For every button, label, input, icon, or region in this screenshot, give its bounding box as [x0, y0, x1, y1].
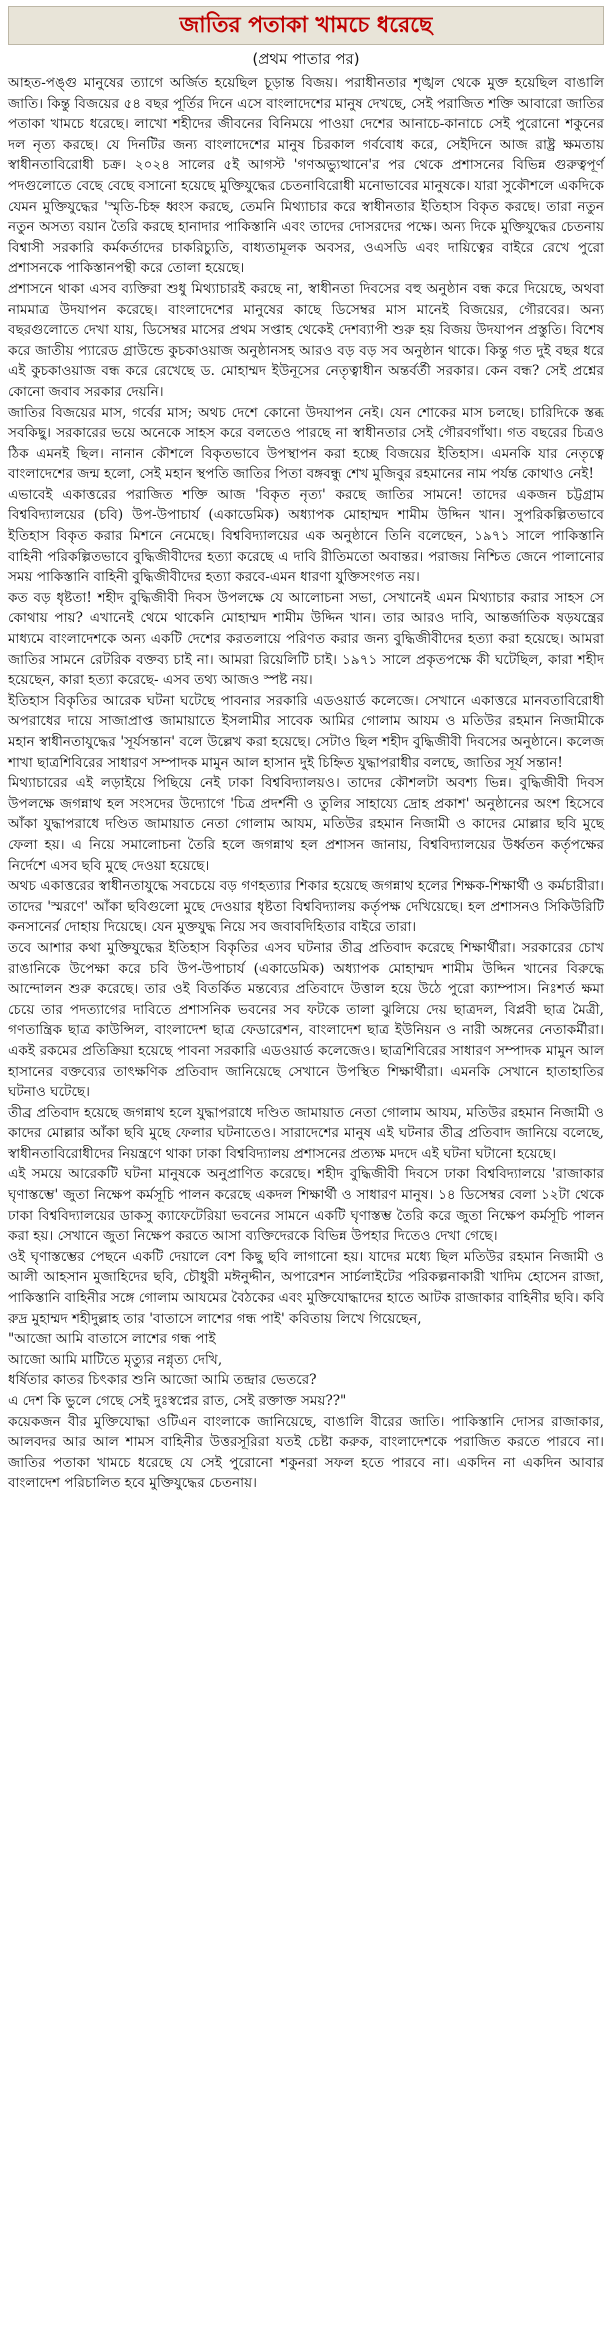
poem-line: এ দেশ কি ভুলে গেছে সেই দুঃস্বপ্নের রাত, সেই রক্তাক্ত সময়??" — [8, 1393, 347, 1409]
article-paragraph: আহত-পঙ্গু মানুষের ত্যাগে অর্জিত হয়েছিল চূড়ান্ত বিজয়। পরাধীনতার শৃঙ্খল থেকে মুক্ত হয়েছিল বাঙালি জাতি। কিন্তু বিজয়ের ৫৪ বছর পূর্তির দিনে এসে বাংলাদেশের মানুষ দেখছে, সেই পরাজিত শক্তি আবারো জাতির পতাকা খামচে ধরেছে। লাখো শহীদের জীবনের বিনিময়ে পাওয়া দেশের আনাচে-কানাচে সেই পুরোনো শকুনের দল নৃত্য করছে। যে দিনটির জন্য বাংলাদেশের মানুষ চিরকাল গর্ববোধ করে, সেইদিনে আজ রাষ্ট্র ক্ষমতায় স্বাধীনতাবিরোধী চক্র। ২০২৪ সালের ৫ই আগস্ট 'গণঅভ্যুত্থানে'র পর থেকে প্রশাসনের বিভিন্ন গুরুত্বপূর্ণ পদগুলোতে বেছে বেছে বসানো হয়েছে মুক্তিযুদ্ধের চেতনাবিরোধী মনোভাবের মানুষকে। যারা সুকৌশলে একদিকে যেমন মুক্তিযুদ্ধের 'স্মৃতি-চিহ্ন ধ্বংস করছে, তেমনি মিথ্যাচার করে স্বাধীনতার ইতিহাস বিকৃত করছে। তারা নতুন নতুন অসত্য বয়ান তৈরি করছে হানাদার পাকিস্তানি এবং তাদের দোসরদের পক্ষে। অন্য দিকে মুক্তিযুদ্ধের চেতনায় বিশ্বাসী সরকারি কর্মকর্তাদের চাকরিচ্যুতি, বাধ্যতামূলক অবসর, ওএসডি এবং দায়িত্বের বাইরে রেখে পুরো প্রশাসনকে পাকিস্তানপন্থী করে তোলা হয়েছে। — [8, 75, 604, 277]
article-paragraph: ইতিহাস বিকৃতির আরেক ঘটনা ঘটেছে পাবনার সরকারি এডওয়ার্ড কলেজে। সেখানে একাত্তরে মানবতাবিরোধী অপরাধের দায়ে সাজাপ্রাপ্ত জামায়াতে ইসলামীর সাবেক আমির গোলাম আযম ও মতিউর রহমান নিজামীকে মহান স্বাধীনতাযুদ্ধের 'সূর্যসন্তান' বলে উল্লেখ করা হয়েছে। সেটাও ছিল শহীদ বুদ্ধিজীবী দিবসের অনুষ্ঠানে। কলেজ শাখা ছাত্রশিবিরের সাধারণ সম্পাদক মামুন আল হাসান দুই চিহ্নিত যুদ্ধাপরাধীর বলছে, জাতির সূর্য সন্তান! — [8, 692, 604, 771]
article-paragraph: জাতির বিজয়ের মাস, গর্বের মাস; অথচ দেশে কোনো উদযাপন নেই। যেন শোকের মাস চলছে। চারিদিকে স্তব্ধ সবকিছু। সরকারের ভয়ে অনেকে সাহস করে বলতেও পারছে না স্বাধীনতার সেই গৌরবগাঁথা। গত বছরের চিত্রও ঠিক এমনই ছিল। নানান কৌশলে বিকৃতভাবে উপস্থাপন করা হচ্ছে বিজয়ের ইতিহাস। এমনকি যার নেতৃত্বে বাংলাদেশের জন্ম হলো, সেই মহান স্থপতি জাতির পিতা বঙ্গবন্ধু শেখ মুজিবুর রহমানের নাম পর্যন্ত কোথাও নেই! — [8, 404, 604, 483]
headline: জাতির পতাকা খামচে ধরেছে — [179, 13, 433, 38]
headline-bar — [8, 6, 604, 45]
article-paragraph: তীব্র প্রতিবাদ হয়েছে জগন্নাথ হলে যুদ্ধাপরাধে দণ্ডিত জামায়াত নেতা গোলাম আযম, মতিউর রহমান নিজামী ও কাদের মোল্লার আঁকা ছবি মুছে ফেলার ঘটনাতেও। সারাদেশের মানুষ এই ঘটনার তীব্র প্রতিবাদ জানিয়ে বলেছে, স্বাধীনতাবিরোধীদের নিয়ন্ত্রণে থাকা ঢাকা বিশ্ববিদ্যালয় প্রশাসনের প্রত্যক্ষ মদদে এই ঘটনা ঘটানো হয়েছে। — [8, 1104, 604, 1162]
article-paragraph: এই সময়ে আরেকটি ঘটনা মানুষকে অনুপ্রাণিত করেছে। শহীদ বুদ্ধিজীবী দিবসে ঢাকা বিশ্ববিদ্যালয়ে 'রাজাকার ঘৃণাস্তম্ভে' জুতা নিক্ষেপ কর্মসূচি পালন করেছে একদল শিক্ষার্থী ও সাধারণ মানুষ। ১৪ ডিসেম্বর বেলা ১২টা থেকে ঢাকা বিশ্ববিদ্যালয়ের ডাকসু ক্যাফেটেরিয়া ভবনের সামনে একটি ঘৃণাস্তম্ভ তৈরি করে জুতা নিক্ষেপ কর্মসূচি পালন করা হয়। সেখানে জুতা নিক্ষেপ করতে আসা ব্যক্তিদেরকে বিভিন্ন উপহার দিতেও দেখা গেছে। — [8, 1166, 604, 1245]
poem-line: ধর্ষিতার কাতর চিৎকার শুনি আজো আমি তন্দ্রার ভেতরে? — [8, 1372, 317, 1389]
article-paragraph: প্রশাসনে থাকা এসব ব্যক্তিরা শুধু মিথ্যাচারই করছে না, স্বাধীনতা দিবসের বহু অনুষ্ঠান বন্ধ করে দিয়েছে, অথবা নামমাত্র উদযাপন করেছে। বাংলাদেশের মানুষের কাছে ডিসেম্বর মাস মানেই বিজয়ের, গৌরবের। অন্য বছরগুলোতে দেখা যায়, ডিসেম্বর মাসের প্রথম সপ্তাহ থেকেই দেশব্যাপী শুরু হয় বিজয় উদযাপন প্রস্তুতি। বিশেষ করে জাতীয় প্যারেড গ্রাউন্ডে কুচকাওয়াজ অনুষ্ঠানসহ আরও বড় বড় সব অনুষ্ঠান থাকে। কিন্তু গত দুই বছর ধরে এই কুচকাওয়াজ বন্ধ করে রেখেছে ড. মোহাম্মদ ইউনূসের নেতৃত্বাধীন অন্তর্বর্তী সরকার। কেন বন্ধ? সেই প্রশ্নের কোনো জবাব সরকার দেয়নি। — [8, 280, 604, 400]
closing-paragraph: কয়েকজন বীর মুক্তিযোদ্ধা ওটিএন বাংলাকে জানিয়েছে, বাঙালি বীরের জাতি। পাকিস্তানি দোসর রাজাকার, আলবদর আর আল শামস বাহিনীর উত্তরসূরিরা যতই চেষ্টা করুক, বাংলাদেশকে পরাজিত করতে পারবে না। জাতির পতাকা খামচে ধরেছে যে সেই পুরোনো শকুনরা সফল হতে পারবে না। একদিন না একদিন আবার বাংলাদেশ পরিচালিত হবে মুক্তিযুদ্ধের চেতনায়। — [8, 1413, 604, 1492]
article-body — [8, 73, 604, 1494]
poem-quote — [8, 1329, 604, 1411]
article-paragraph: তবে আশার কথা মুক্তিযুদ্ধের ইতিহাস বিকৃতির এসব ঘটনার তীব্র প্রতিবাদ করেছে শিক্ষার্থীরা। সরকারের চোখ রাঙানিকে উপেক্ষা করে চবি উপ-উপাচার্য (একাডেমিক) অধ্যাপক মোহাম্মদ শামীম উদ্দিন খানের বিরুদ্ধে আন্দোলন শুরু করেছে। তার ওই বিতর্কিত মন্তব্যের প্রতিবাদে উত্তাল হয়ে উঠে পুরো ক্যাম্পাস। নিঃশর্ত ক্ষমা চেয়ে তার পদত্যাগের দাবিতে প্রশাসনিক ভবনের সব ফটকে তালা ঝুলিয়ে দেয় ছাত্রদল, বিপ্লবী ছাত্র মৈত্রী, গণতান্ত্রিক ছাত্র কাউন্সিল, বাংলাদেশ ছাত্র ফেডারেশন, বাংলাদেশ ছাত্র ইউনিয়ন ও নারী অঙ্গনের নেতাকর্মীরা। একই রকমের প্রতিক্রিয়া হয়েছে পাবনা সরকারি এডওয়ার্ড কলেজেও। ছাত্রশিবিরের সাধারণ সম্পাদক মামুন আল হাসানের বক্তব্যের তাৎক্ষণিক প্রতিবাদ জানিয়েছে সেখানে উপস্থিত শিক্ষার্থীরা। এমনকি সেখানে হাতাহাতির ঘটনাও ঘটেছে। — [8, 939, 604, 1101]
article-paragraph: কত বড় ধৃষ্টতা! শহীদ বুদ্ধিজীবী দিবস উপলক্ষে যে আলোচনা সভা, সেখানেই এমন মিথ্যাচার করার সাহস সে কোথায় পায়? এখানেই থেমে থাকেনি মোহাম্মদ শামীম উদ্দিন খান। তার আরও দাবি, আন্তর্জাতিক ষড়যন্ত্রের মাধ্যমে বাংলাদেশকে অন্য একটি দেশের করতলায়ে পরিণত করার জন্য বুদ্ধিজীবীদের হত্যা করা হয়েছে। আমরা জাতির সামনে রেটরিক বক্তব্য চাই না। আমরা রিয়েলিটি চাই। ১৯৭১ সালে প্রকৃতপক্ষে কী ঘটেছিল, কারা শহীদ হয়েছেন, কারা হত্যা করেছে- এসব তথ্য আজও স্পষ্ট নয়। — [8, 589, 604, 689]
poem-line: আজো আমি মাটিতে মৃত্যুর নগ্নৃত্য দেখি, — [8, 1351, 223, 1368]
article-paragraph: অথচ একাত্তরের স্বাধীনতাযুদ্ধে সবচেয়ে বড় গণহত্যার শিকার হয়েছে জগন্নাথ হলের শিক্ষক-শিক্ষার্থী ও কর্মচারীরা। তাদের 'স্মরণে' আঁকা ছবিগুলো মুছে দেওয়ার ধৃষ্টতা বিশ্ববিদ্যালয় কর্তৃপক্ষ দেখিয়েছে। হল প্রশাসনও সিকিউরিটি কনসানের্র দোহায় দিয়েছে। যেন মুক্তযুদ্ধ নিয়ে সব জবাবদিহিতার বাইরে তারা। — [8, 878, 604, 936]
poem-line: "আজো আমি বাতাসে লাশের গন্ধ পাই — [8, 1331, 216, 1348]
article-paragraph: এভাবেই একাত্তরের পরাজিত শক্তি আজ 'বিকৃত নৃত্য' করছে জাতির সামনে! তাদের একজন চট্টগ্রাম বিশ্ববিদ্যালয়ের (চবি) উপ-উপাচার্য (একাডেমিক) অধ্যাপক মোহাম্মদ শামীম উদ্দিন খান। সুপরিকল্পিতভাবে ইতিহাস বিকৃত করার মিশনে নেমেছে। বিশ্ববিদ্যালয়ের এক অনুষ্ঠানে তিনি বলেছেন, ১৯৭১ সালে পাকিস্তানি বাহিনী পরিকল্পিতভাবে বুদ্ধিজীবীদের হত্যা করেছে এ দাবি রীতিমতো অবান্তর। পরাজয় নিশ্চিত জেনে পালানোর সময় পাকিস্তানি বাহিনী বুদ্ধিজীবীদের হত্যা করবে-এমন ধারণা যুক্তিসংগত নয়। — [8, 486, 604, 586]
article-paragraph: ওই ঘৃণাস্তম্ভের পেছনে একটি দেয়ালে বেশ কিছু ছবি লাগানো হয়। যাদের মধ্যে ছিল মতিউর রহমান নিজামী ও আলী আহসান মুজাহিদের ছবি, চৌধুরী মঈনুদ্দীন, অপারেশন সার্চলাইটের পরিকল্পনাকারী খাদিম হোসেন রাজা, পাকিস্তানি বাহিনীর সঙ্গে গোলাম আযমের বৈঠকের এবং মুক্তিযোদ্ধাদের হাতে আটক রাজাকার বাহিনীর ছবি। কবি রুদ্র মুহাম্মদ শহীদুল্লাহ তার 'বাতাসে লাশের গন্ধ পাই' কবিতায় লিখে গিয়েছেন, — [8, 1248, 605, 1327]
article-paragraph: মিথ্যাচারের এই লড়াইয়ে পিছিয়ে নেই ঢাকা বিশ্ববিদ্যালয়ও। তাদের কৌশলটা অবশ্য ভিন্ন। বুদ্ধিজীবী দিবস উপলক্ষে জগন্নাথ হল সংসদের উদ্যোগে 'চিত্র প্রদর্শনী ও তুলির সাহায্যে দ্রোহ প্রকাশ' অনুষ্ঠানের অংশ হিসেবে আঁকা যুদ্ধাপরাধে দণ্ডিত জামায়াত নেতা গোলাম আযম, মতিউর রহমান নিজামী ও কাদের মোল্লার ছবি মুছে ফেলা হয়। এ নিয়ে সমালোচনা তৈরি হলে জগন্নাথ হল প্রশাসন জানায়, বিশ্ববিদ্যালয়ের উর্ধ্বতন কর্তৃপক্ষের নির্দেশে এসব ছবি মুছে দেওয়া হয়েছে। — [8, 775, 604, 874]
continuation-note: (প্রথম পাতার পর) — [252, 50, 360, 68]
